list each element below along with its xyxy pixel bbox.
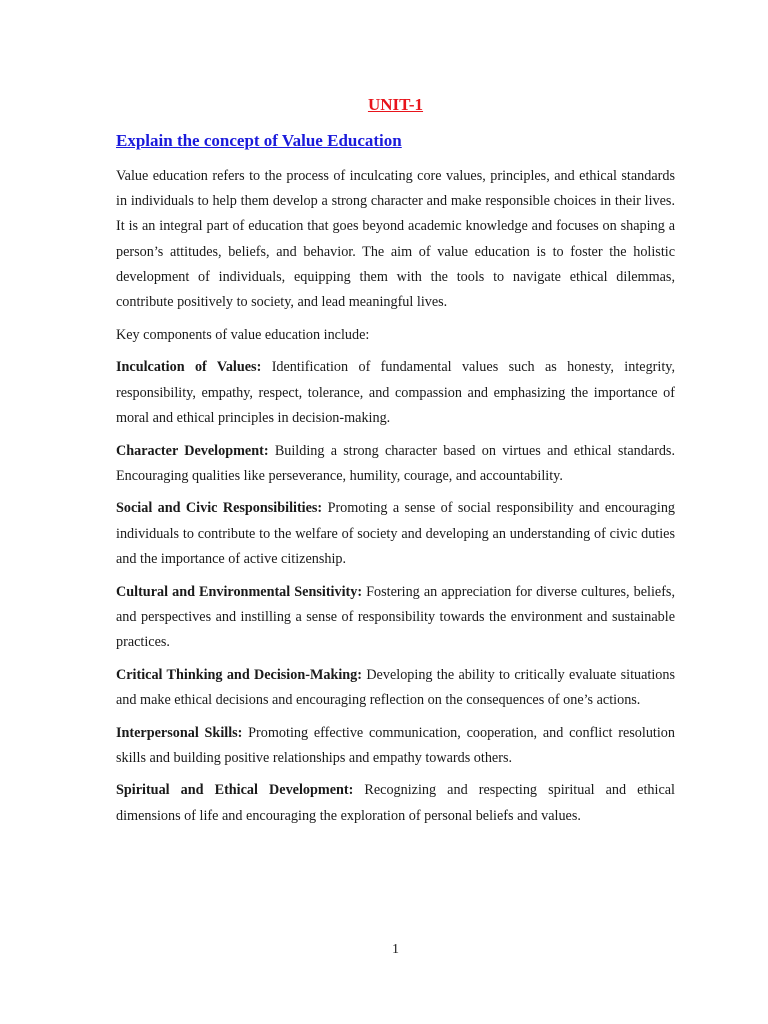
component-paragraph (116, 355, 675, 431)
page-number: 1 (392, 942, 399, 957)
intro-paragraph: Value education refers to the process of inculcating core values, principles, and ethical standards in individuals to help them develop a strong character and make responsible choices in their lives. It is an integral part of education that goes beyond academic knowledge and focuses on shaping a person’s attitudes, beliefs, and behavior. The aim of value education is to foster the holistic development of individuals, equipping them with the tools to navigate ethical dilemmas, contribute positively to society, and lead meaningful lives. (116, 168, 675, 311)
unit-title: UNIT-1 (367, 95, 424, 114)
component-term: Social and Civic Responsibilities: (116, 500, 323, 517)
component-paragraph (116, 439, 675, 489)
component-paragraph (116, 778, 675, 828)
component-text: Fostering an appreciation for diverse cultures, beliefs, and perspectives and instilling a sense of responsibility towards the environment and sustainable practices. (116, 583, 676, 650)
component-paragraph (116, 721, 675, 771)
component-paragraph (116, 663, 675, 713)
component-text: Promoting effective communication, cooperation, and conflict resolution skills and building positive relationships and empathy towards others. (116, 724, 675, 766)
document-page (116, 0, 675, 1024)
component-term: Critical Thinking and Decision-Making: (116, 666, 362, 683)
component-term: Cultural and Environmental Sensitivity: (116, 583, 363, 600)
component-paragraph (116, 580, 675, 656)
component-term: Spiritual and Ethical Development: (116, 782, 354, 799)
component-text: Promoting a sense of social responsibility and encouraging individuals to contribute to the welfare of society and developing an understanding of civic duties and the importance of active citizenship. (116, 500, 676, 567)
component-text: Building a strong character based on virtues and ethical standards. Encouraging qualities like perseverance, humility, courage, and accountability. (116, 442, 676, 484)
component-text: Developing the ability to critically evaluate situations and make ethical decisions and encouraging reflection on the consequences of one’s actions. (116, 666, 675, 708)
document-body (116, 164, 675, 836)
component-term: Character Development: (116, 442, 269, 459)
section-heading: Explain the concept of Value Education (116, 131, 402, 150)
component-term: Inculcation of Values: (116, 359, 262, 376)
components-intro: Key components of value education include: (116, 326, 370, 343)
component-text: Recognizing and respecting spiritual and ethical dimensions of life and encouraging the exploration of personal beliefs and values. (116, 782, 675, 824)
component-text: Identification of fundamental values such as honesty, integrity, responsibility, empathy, respect, tolerance, and compassion and emphasizing the importance of moral and ethical principles in decision-making. (116, 359, 675, 426)
component-term: Interpersonal Skills: (116, 724, 243, 741)
component-paragraph (116, 496, 675, 572)
